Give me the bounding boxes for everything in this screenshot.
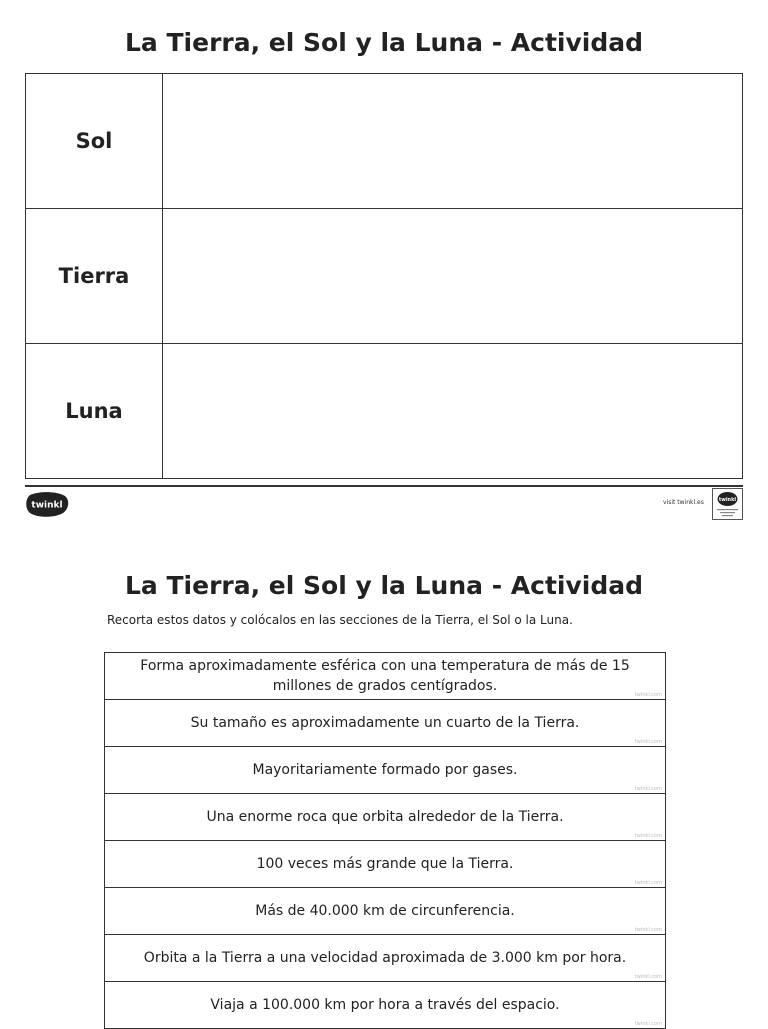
card-watermark: twinkl.com <box>634 927 662 933</box>
table-row-sol <box>26 74 743 209</box>
quality-badge-icon <box>712 488 743 520</box>
fact-card-text: Su tamaño es aproximadamente un cuarto de la Tierra. <box>190 715 580 731</box>
fact-card[interactable] <box>105 794 665 841</box>
fact-card[interactable] <box>105 841 665 888</box>
table-row-luna <box>26 344 743 479</box>
card-watermark: twinkl.com <box>634 1021 662 1027</box>
row-label-tierra: Tierra <box>26 209 163 344</box>
page-title: La Tierra, el Sol y la Luna - Actividad <box>124 28 644 57</box>
fact-card[interactable] <box>105 982 665 1029</box>
card-watermark: twinkl.com <box>634 880 662 886</box>
card-watermark: twinkl.com <box>634 786 662 792</box>
fact-cards <box>104 652 666 1029</box>
fact-card-text: Una enorme roca que orbita alrededor de la Tierra. <box>206 809 564 825</box>
fact-card-text: 100 veces más grande que la Tierra. <box>256 856 514 872</box>
fact-card[interactable] <box>105 700 665 747</box>
visit-website-link[interactable]: visit twinkl.es <box>663 499 704 506</box>
table-row-tierra <box>26 209 743 344</box>
page-title-2: La Tierra, el Sol y la Luna - Actividad <box>124 571 644 600</box>
card-watermark: twinkl.com <box>634 692 662 698</box>
sort-table <box>25 73 743 479</box>
card-watermark: twinkl.com <box>634 833 662 839</box>
badge-logo-text: twinkl <box>718 497 737 503</box>
row-label-luna: Luna <box>26 344 163 479</box>
fact-card-text: Viaja a 100.000 km por hora a través del espacio. <box>210 997 560 1013</box>
fact-card-text: Más de 40.000 km de circunferencia. <box>255 903 515 919</box>
twinkl-logo-icon <box>25 491 69 518</box>
fact-card[interactable] <box>105 888 665 935</box>
instruction-text: Recorta estos datos y colócalos en las secciones de la Tierra, el Sol o la Luna. <box>107 613 573 627</box>
fact-card[interactable] <box>105 935 665 982</box>
fact-card[interactable] <box>105 747 665 794</box>
logo-text: twinkl <box>31 500 63 511</box>
row-label-sol: Sol <box>26 74 163 209</box>
card-watermark: twinkl.com <box>634 974 662 980</box>
answer-area-luna <box>163 344 743 479</box>
fact-card-text: Forma aproximadamente esférica con una temperatura de más de 15 millones de grados centígrados. <box>140 658 630 694</box>
fact-card-text: Orbita a la Tierra a una velocidad aproximada de 3.000 km por hora. <box>143 950 627 966</box>
fact-card-text: Mayoritariamente formado por gases. <box>252 762 518 778</box>
card-watermark: twinkl.com <box>634 739 662 745</box>
fact-card[interactable] <box>105 653 665 700</box>
footer-divider <box>25 485 743 487</box>
answer-area-tierra <box>163 209 743 344</box>
answer-area-sol <box>163 74 743 209</box>
